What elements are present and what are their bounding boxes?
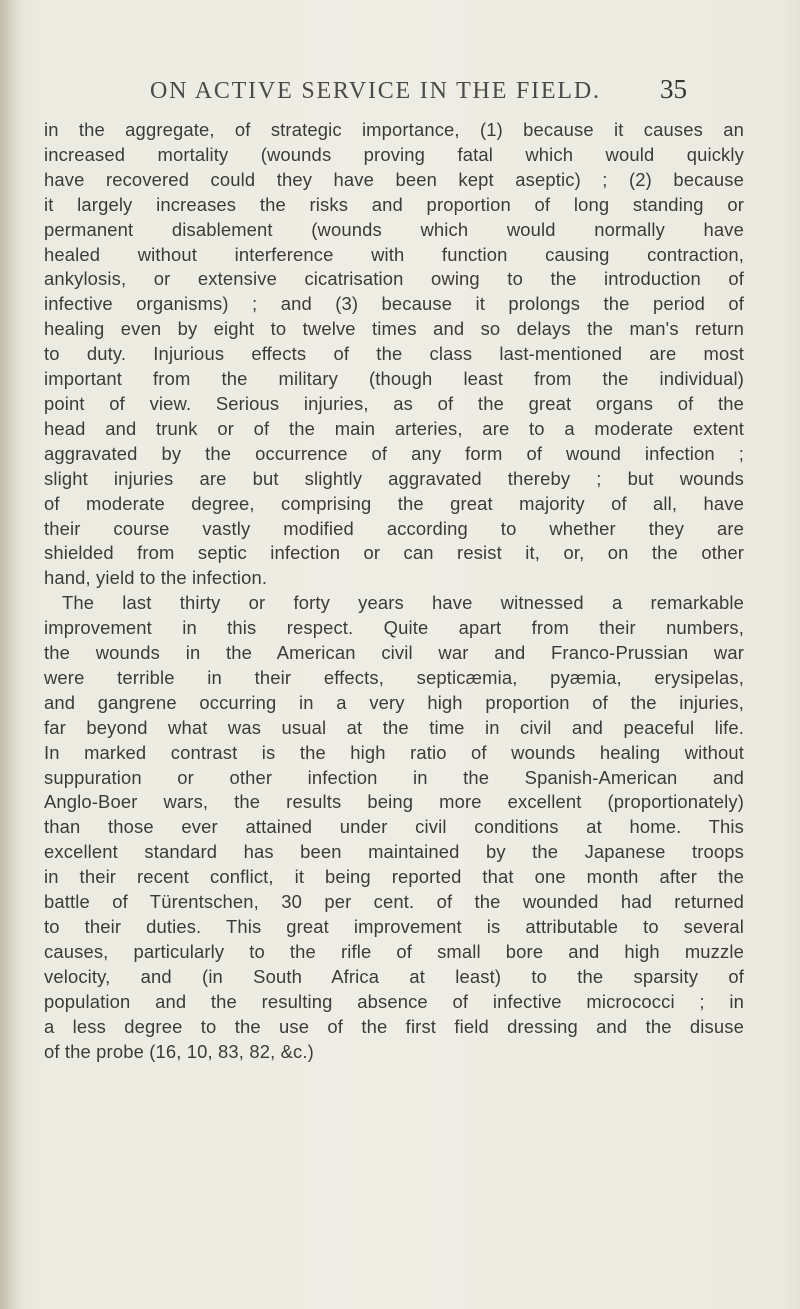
text-line: hand, yield to the infection. bbox=[44, 567, 268, 589]
text-line: suppuration or other infection in the Spanish-American and bbox=[44, 766, 744, 788]
text-line: In marked contrast is the high ratio of wounds healing without bbox=[44, 741, 744, 763]
text-line: it largely increases the risks and proportion of long standing or bbox=[44, 193, 744, 215]
text-line: important from the military (though least from the individual) bbox=[44, 368, 744, 390]
text-line: ankylosis, or extensive cicatrisation owing to the introduction of bbox=[44, 268, 744, 290]
text-line: The last thirty or forty years have witnessed a remarkable bbox=[62, 592, 744, 614]
text-line: battle of Türentschen, 30 per cent. of the wounded had returned bbox=[44, 891, 744, 913]
text-line: and gangrene occurring in a very high proportion of the injuries, bbox=[44, 691, 744, 713]
paragraph-1 bbox=[44, 118, 744, 591]
text-line: of moderate degree, comprising the great majority of all, have bbox=[44, 492, 744, 514]
text-line: point of view. Serious injuries, as of the great organs of the bbox=[44, 392, 744, 414]
text-line: head and trunk or of the main arteries, are to a moderate extent bbox=[44, 417, 744, 439]
running-head: ON ACTIVE SERVICE IN THE FIELD. bbox=[150, 78, 601, 104]
text-line: aggravated by the occurrence of any form of wound infection ; bbox=[44, 442, 744, 464]
text-line: increased mortality (wounds proving fatal which would quickly bbox=[44, 143, 744, 165]
text-line: improvement in this respect. Quite apart from their numbers, bbox=[44, 617, 744, 639]
text-line: a less degree to the use of the first field dressing and the disuse bbox=[44, 1015, 744, 1037]
text-line: far beyond what was usual at the time in civil and peaceful life. bbox=[44, 716, 744, 738]
text-line: excellent standard has been maintained by the Japanese troops bbox=[44, 841, 744, 863]
text-line: to duty. Injurious effects of the class last-mentioned are most bbox=[44, 343, 744, 365]
text-line: Anglo-Boer wars, the results being more excellent (proportionately) bbox=[44, 791, 744, 813]
text-line: population and the resulting absence of infective micrococci ; in bbox=[44, 990, 744, 1012]
text-line: permanent disablement (wounds which would normally have bbox=[44, 218, 744, 240]
text-line: slight injuries are but slightly aggravated thereby ; but wounds bbox=[44, 467, 744, 489]
text-line: their course vastly modified according to whether they are bbox=[44, 517, 744, 539]
text-line: healed without interference with function causing contraction, bbox=[44, 243, 744, 265]
paragraph-2 bbox=[44, 591, 744, 1064]
text-line: the wounds in the American civil war and Franco-Prussian war bbox=[44, 642, 744, 664]
text-line: in the aggregate, of strategic importance, (1) because it causes an bbox=[44, 119, 744, 140]
text-line: to their duties. This great improvement is attributable to several bbox=[44, 916, 744, 937]
text-line: were terrible in their effects, septicæmia, pyæmia, erysipelas, bbox=[44, 666, 744, 688]
text-line: have recovered could they have been kept aseptic) ; (2) because bbox=[44, 168, 744, 190]
text-line: shielded from septic infection or can resist it, or, on the other bbox=[44, 542, 744, 564]
text-line: in their recent conflict, it being reported that one month after the bbox=[44, 866, 744, 888]
body-text bbox=[44, 118, 744, 1064]
text-line: causes, particularly to the rifle of small bore and high muzzle bbox=[44, 940, 744, 962]
text-line: infective organisms) ; and (3) because it prolongs the period of bbox=[44, 293, 744, 315]
text-line: than those ever attained under civil conditions at home. This bbox=[44, 816, 744, 838]
page-number: 35 bbox=[660, 74, 687, 104]
text-line: of the probe (16, 10, 83, 82, &c.) bbox=[44, 1040, 314, 1062]
text-line: healing even by eight to twelve times and so delays the man's return bbox=[44, 318, 744, 340]
text-line: velocity, and (in South Africa at least) to the sparsity of bbox=[44, 965, 744, 987]
binding-shadow bbox=[0, 0, 22, 1309]
